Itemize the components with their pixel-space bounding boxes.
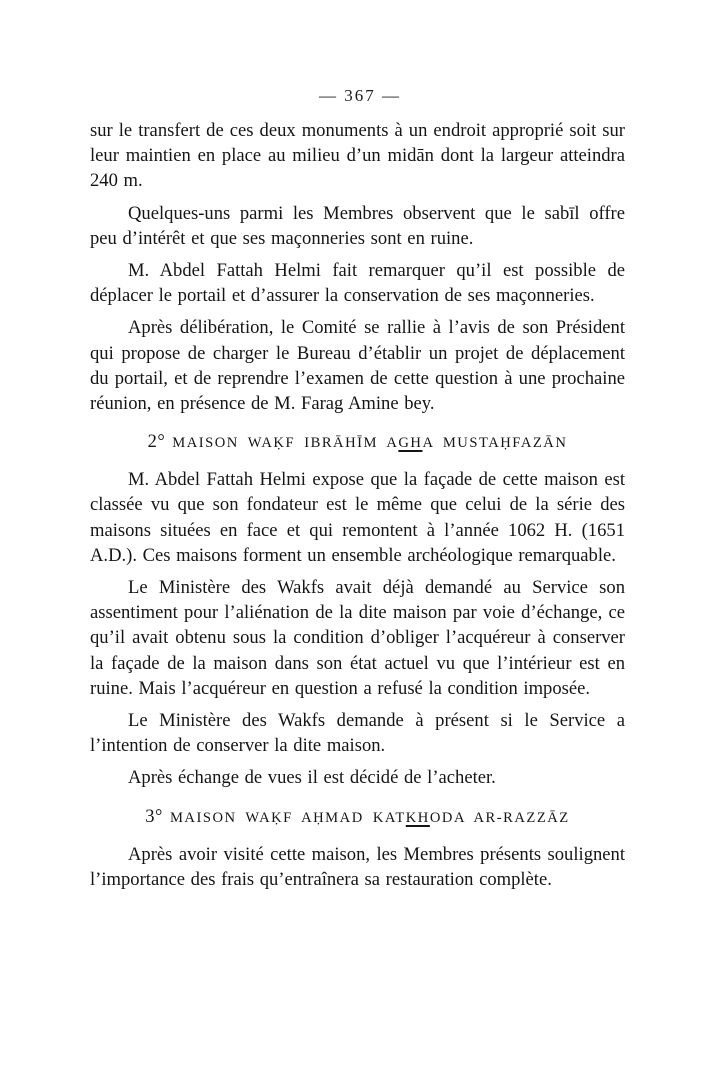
paragraph: Le Ministère des Wakfs avait déjà demandé au Service son assentiment pour l’aliénation de la dite maison par voie d’échange, ce qu’il avait obtenu sous la condition d’obliger l’acquéreur à conserver la façade de la maison dans son état actuel vu que l’intérieur est en ruine. Mais l’acquéreur en question a refusé la condition imposée. [90,577,625,699]
page-content [90,118,625,892]
heading-text: A MUSTAḤFAZĀN [422,435,568,452]
heading-text: MAISON WAḲF AḤMAD KAT [169,809,406,826]
heading-text: MAISON WAḲF IBRĀHĪM A [172,435,399,452]
underlined-digraph: KH [405,809,430,826]
underlined-digraph: GH [398,435,423,452]
paragraph: M. Abdel Fattah Helmi expose que la façade de cette maison est classée vu que son fondateur est le même que celui de la série des maisons situées en face et qui remontent à l’année 1062 H. (1651 A.D.). Ces maisons forment un ensemble archéologique remarquable. [90,469,625,566]
paragraph: sur le transfert de ces deux monuments à un endroit approprié soit sur leur maintien en place au milieu d’un midān dont la largeur atteindra 240 m. [90,120,625,192]
paragraph: Après échange de vues il est décidé de l’acheter. [128,767,496,789]
paragraph: Le Ministère des Wakfs demande à présent si le Service a l’intention de conserver la dite maison. [90,710,625,757]
paragraph: M. Abdel Fattah Helmi fait remarquer qu’il est possible de déplacer le portail et d’assurer la conservation de ses maçonneries. [90,260,625,307]
paragraph: Quelques-uns parmi les Membres observent que le sabīl offre peu d’intérêt et que ses maçonneries sont en ruine. [90,202,625,249]
page-number: — 367 — [319,86,401,105]
heading-number: 3° [145,806,163,827]
paragraph: Après délibération, le Comité se rallie à l’avis de son Président qui propose de charger le Bureau d’établir un projet de déplacement du portail, et de reprendre l’examen de cette question à une prochaine réunion, en présence de M. Farag Amine bey. [90,317,625,415]
section-heading [90,807,625,828]
heading-text: ODA AR-RAZZĀZ [429,809,570,826]
paragraph: Après avoir visité cette maison, les Membres présents soulignent l’importance des frais qu’entraînera sa restauration complète. [90,843,625,890]
section-heading [90,432,625,453]
heading-number: 2° [147,432,166,453]
